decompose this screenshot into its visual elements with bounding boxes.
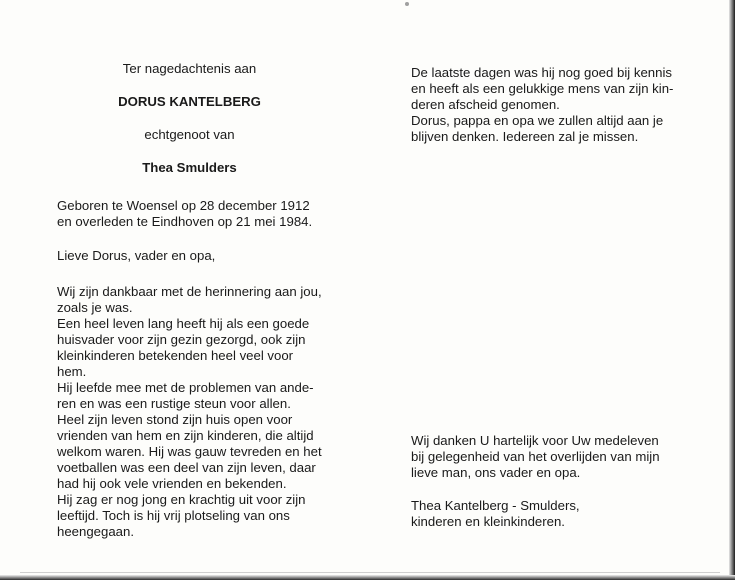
last-days-line: deren afscheid genomen.: [411, 97, 560, 112]
tribute-line: Een heel leven lang heeft hij als een goede: [57, 316, 310, 331]
tribute-line: ren en was een rustige steun voor allen.: [57, 396, 291, 411]
tribute-line: Hij zag er nog jong en krachtig uit voor zijn: [57, 492, 306, 507]
scan-edge-right: [729, 0, 735, 580]
thanks-line: lieve man, ons vader en opa.: [411, 465, 581, 480]
tribute-line: vrienden van hem en zijn kinderen, die altijd: [57, 428, 314, 443]
tribute-text: [57, 284, 322, 540]
last-days-line: en heeft als een gelukkige mens van zijn kin-: [411, 81, 674, 96]
death-line: en overleden te Eindhoven op 21 mei 1984.: [57, 214, 313, 229]
thanks-text: [411, 433, 706, 481]
tribute-line: welkom waren. Hij was gauw tevreden en het: [57, 444, 322, 459]
birth-death-dates: [57, 198, 322, 230]
spouse-name: Thea Smulders: [142, 160, 237, 175]
last-days-line: De laatste dagen was hij nog goed bij kennis: [411, 65, 672, 80]
scan-line: [20, 572, 720, 573]
tribute-line: huisvader voor zijn gezin gezorgd, ook zijn: [57, 332, 306, 347]
scan-edge-bottom: [0, 575, 735, 580]
thanks-line: Wij danken U hartelijk voor Uw medeleven: [411, 433, 659, 448]
spouse-intro: echtgenoot van: [144, 127, 235, 142]
thanks-section: [411, 433, 706, 530]
birth-line: Geboren te Woensel op 28 december 1912: [57, 198, 310, 213]
tribute-line: zoals je was.: [57, 300, 133, 315]
intro-text: Ter nagedachtenis aan: [122, 61, 257, 76]
last-days-line: Dorus, pappa en opa we zullen altijd aan je: [411, 113, 664, 128]
tribute-line: hem.: [57, 364, 87, 379]
left-column: [57, 61, 322, 540]
salutation: Lieve Dorus, vader en opa,: [57, 248, 216, 263]
tribute-line: Hij leefde mee met de problemen van ande-: [57, 380, 314, 395]
tribute-line: heengegaan.: [57, 524, 135, 539]
tribute-line: leeftijd. Toch is hij vrij plotseling van ons: [57, 508, 290, 523]
tribute-line: voetballen was een deel van zijn leven, daar: [57, 460, 316, 475]
last-days-text: [411, 65, 706, 145]
tribute-line: Wij zijn dankbaar met de herinnering aan jou,: [57, 284, 322, 299]
tribute-line: kleinkinderen betekenden heel veel voor: [57, 348, 294, 363]
signature-line: kinderen en kleinkinderen.: [411, 514, 565, 529]
signature: [411, 498, 706, 530]
last-days-line: blijven denken. Iedereen zal je missen.: [411, 129, 639, 144]
tribute-line: Heel zijn leven stond zijn huis open voor: [57, 412, 293, 427]
deceased-name: DORUS KANTELBERG: [118, 94, 261, 109]
ink-speck: [405, 2, 409, 6]
thanks-line: bij gelegenheid van het overlijden van mijn: [411, 449, 660, 464]
tribute-line: had hij ook vele vrienden en bekenden.: [57, 476, 287, 491]
signature-line: Thea Kantelberg - Smulders,: [411, 498, 580, 513]
